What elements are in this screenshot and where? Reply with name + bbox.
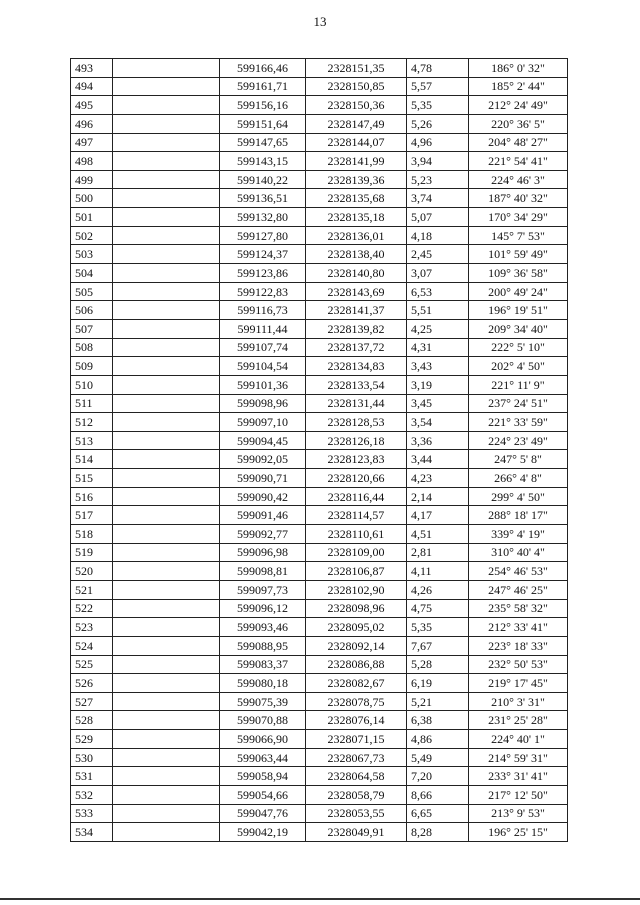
angle-cell: 186° 0' 32" bbox=[469, 59, 568, 78]
x-coordinate-cell: 599116,73 bbox=[220, 301, 306, 320]
blank-cell bbox=[113, 133, 220, 152]
y-coordinate-cell: 2328102,90 bbox=[306, 580, 407, 599]
x-coordinate-cell: 599097,10 bbox=[220, 413, 306, 432]
table-row bbox=[71, 487, 568, 506]
y-coordinate-cell: 2328135,68 bbox=[306, 189, 407, 208]
table-row bbox=[71, 264, 568, 283]
point-number-cell: 519 bbox=[71, 543, 113, 562]
length-cell: 6,19 bbox=[407, 674, 469, 693]
y-coordinate-cell: 2328147,49 bbox=[306, 114, 407, 133]
length-cell: 6,65 bbox=[407, 804, 469, 823]
table-row bbox=[71, 636, 568, 655]
angle-cell: 202° 4' 50" bbox=[469, 357, 568, 376]
table-row bbox=[71, 580, 568, 599]
y-coordinate-cell: 2328095,02 bbox=[306, 618, 407, 637]
angle-cell: 235° 58' 32" bbox=[469, 599, 568, 618]
blank-cell bbox=[113, 711, 220, 730]
angle-cell: 210° 3' 31" bbox=[469, 692, 568, 711]
table-row bbox=[71, 357, 568, 376]
length-cell: 4,78 bbox=[407, 59, 469, 78]
x-coordinate-cell: 599080,18 bbox=[220, 674, 306, 693]
length-cell: 5,35 bbox=[407, 618, 469, 637]
blank-cell bbox=[113, 748, 220, 767]
x-coordinate-cell: 599098,96 bbox=[220, 394, 306, 413]
table-row bbox=[71, 338, 568, 357]
angle-cell: 310° 40' 4" bbox=[469, 543, 568, 562]
angle-cell: 214° 59' 31" bbox=[469, 748, 568, 767]
point-number-cell: 520 bbox=[71, 562, 113, 581]
blank-cell bbox=[113, 394, 220, 413]
y-coordinate-cell: 2328114,57 bbox=[306, 506, 407, 525]
length-cell: 5,57 bbox=[407, 77, 469, 96]
y-coordinate-cell: 2328144,07 bbox=[306, 133, 407, 152]
table-row bbox=[71, 785, 568, 804]
angle-cell: 200° 49' 24" bbox=[469, 282, 568, 301]
blank-cell bbox=[113, 525, 220, 544]
angle-cell: 247° 5' 8" bbox=[469, 450, 568, 469]
blank-cell bbox=[113, 636, 220, 655]
point-number-cell: 515 bbox=[71, 469, 113, 488]
x-coordinate-cell: 599101,36 bbox=[220, 375, 306, 394]
x-coordinate-cell: 599136,51 bbox=[220, 189, 306, 208]
point-number-cell: 503 bbox=[71, 245, 113, 264]
point-number-cell: 511 bbox=[71, 394, 113, 413]
point-number-cell: 532 bbox=[71, 785, 113, 804]
length-cell: 5,35 bbox=[407, 96, 469, 115]
table-row bbox=[71, 674, 568, 693]
table-row bbox=[71, 77, 568, 96]
length-cell: 3,07 bbox=[407, 264, 469, 283]
blank-cell bbox=[113, 77, 220, 96]
blank-cell bbox=[113, 487, 220, 506]
point-number-cell: 514 bbox=[71, 450, 113, 469]
length-cell: 5,49 bbox=[407, 748, 469, 767]
point-number-cell: 507 bbox=[71, 319, 113, 338]
y-coordinate-cell: 2328126,18 bbox=[306, 431, 407, 450]
angle-cell: 221° 54' 41" bbox=[469, 152, 568, 171]
y-coordinate-cell: 2328049,91 bbox=[306, 823, 407, 842]
x-coordinate-cell: 599111,44 bbox=[220, 319, 306, 338]
x-coordinate-cell: 599097,73 bbox=[220, 580, 306, 599]
point-number-cell: 531 bbox=[71, 767, 113, 786]
blank-cell bbox=[113, 245, 220, 264]
x-coordinate-cell: 599083,37 bbox=[220, 655, 306, 674]
blank-cell bbox=[113, 413, 220, 432]
x-coordinate-cell: 599066,90 bbox=[220, 730, 306, 749]
table-row bbox=[71, 655, 568, 674]
length-cell: 5,21 bbox=[407, 692, 469, 711]
blank-cell bbox=[113, 674, 220, 693]
length-cell: 3,36 bbox=[407, 431, 469, 450]
table-row bbox=[71, 114, 568, 133]
y-coordinate-cell: 2328067,73 bbox=[306, 748, 407, 767]
length-cell: 7,20 bbox=[407, 767, 469, 786]
point-number-cell: 524 bbox=[71, 636, 113, 655]
length-cell: 4,86 bbox=[407, 730, 469, 749]
y-coordinate-cell: 2328086,88 bbox=[306, 655, 407, 674]
table-row bbox=[71, 319, 568, 338]
length-cell: 6,38 bbox=[407, 711, 469, 730]
blank-cell bbox=[113, 823, 220, 842]
x-coordinate-cell: 599161,71 bbox=[220, 77, 306, 96]
x-coordinate-cell: 599132,80 bbox=[220, 208, 306, 227]
y-coordinate-cell: 2328150,85 bbox=[306, 77, 407, 96]
table-row bbox=[71, 226, 568, 245]
coordinates-table bbox=[70, 58, 568, 842]
x-coordinate-cell: 599151,64 bbox=[220, 114, 306, 133]
x-coordinate-cell: 599096,98 bbox=[220, 543, 306, 562]
angle-cell: 223° 18' 33" bbox=[469, 636, 568, 655]
x-coordinate-cell: 599104,54 bbox=[220, 357, 306, 376]
x-coordinate-cell: 599075,39 bbox=[220, 692, 306, 711]
length-cell: 4,31 bbox=[407, 338, 469, 357]
angle-cell: 209° 34' 40" bbox=[469, 319, 568, 338]
x-coordinate-cell: 599070,88 bbox=[220, 711, 306, 730]
blank-cell bbox=[113, 785, 220, 804]
y-coordinate-cell: 2328064,58 bbox=[306, 767, 407, 786]
table-row bbox=[71, 96, 568, 115]
blank-cell bbox=[113, 301, 220, 320]
table-row bbox=[71, 59, 568, 78]
x-coordinate-cell: 599123,86 bbox=[220, 264, 306, 283]
y-coordinate-cell: 2328123,83 bbox=[306, 450, 407, 469]
table-row bbox=[71, 170, 568, 189]
length-cell: 4,25 bbox=[407, 319, 469, 338]
table-row bbox=[71, 133, 568, 152]
x-coordinate-cell: 599088,95 bbox=[220, 636, 306, 655]
blank-cell bbox=[113, 264, 220, 283]
x-coordinate-cell: 599092,05 bbox=[220, 450, 306, 469]
x-coordinate-cell: 599093,46 bbox=[220, 618, 306, 637]
y-coordinate-cell: 2328078,75 bbox=[306, 692, 407, 711]
table-row bbox=[71, 730, 568, 749]
x-coordinate-cell: 599047,76 bbox=[220, 804, 306, 823]
angle-cell: 237° 24' 51" bbox=[469, 394, 568, 413]
y-coordinate-cell: 2328133,54 bbox=[306, 375, 407, 394]
y-coordinate-cell: 2328136,01 bbox=[306, 226, 407, 245]
length-cell: 6,53 bbox=[407, 282, 469, 301]
x-coordinate-cell: 599166,46 bbox=[220, 59, 306, 78]
point-number-cell: 496 bbox=[71, 114, 113, 133]
y-coordinate-cell: 2328128,53 bbox=[306, 413, 407, 432]
point-number-cell: 497 bbox=[71, 133, 113, 152]
y-coordinate-cell: 2328071,15 bbox=[306, 730, 407, 749]
table-row bbox=[71, 506, 568, 525]
blank-cell bbox=[113, 618, 220, 637]
blank-cell bbox=[113, 431, 220, 450]
point-number-cell: 517 bbox=[71, 506, 113, 525]
table-row bbox=[71, 245, 568, 264]
point-number-cell: 516 bbox=[71, 487, 113, 506]
blank-cell bbox=[113, 580, 220, 599]
y-coordinate-cell: 2328141,99 bbox=[306, 152, 407, 171]
angle-cell: 224° 23' 49" bbox=[469, 431, 568, 450]
length-cell: 7,67 bbox=[407, 636, 469, 655]
length-cell: 2,14 bbox=[407, 487, 469, 506]
table-row bbox=[71, 282, 568, 301]
x-coordinate-cell: 599090,71 bbox=[220, 469, 306, 488]
blank-cell bbox=[113, 375, 220, 394]
table-row bbox=[71, 375, 568, 394]
y-coordinate-cell: 2328139,36 bbox=[306, 170, 407, 189]
point-number-cell: 522 bbox=[71, 599, 113, 618]
x-coordinate-cell: 599147,65 bbox=[220, 133, 306, 152]
y-coordinate-cell: 2328143,69 bbox=[306, 282, 407, 301]
length-cell: 5,51 bbox=[407, 301, 469, 320]
y-coordinate-cell: 2328140,80 bbox=[306, 264, 407, 283]
footer-divider bbox=[0, 898, 640, 900]
table-row bbox=[71, 450, 568, 469]
angle-cell: 219° 17' 45" bbox=[469, 674, 568, 693]
blank-cell bbox=[113, 599, 220, 618]
x-coordinate-cell: 599042,19 bbox=[220, 823, 306, 842]
y-coordinate-cell: 2328120,66 bbox=[306, 469, 407, 488]
angle-cell: 187° 40' 32" bbox=[469, 189, 568, 208]
angle-cell: 233° 31' 41" bbox=[469, 767, 568, 786]
x-coordinate-cell: 599140,22 bbox=[220, 170, 306, 189]
length-cell: 4,51 bbox=[407, 525, 469, 544]
y-coordinate-cell: 2328137,72 bbox=[306, 338, 407, 357]
angle-cell: 220° 36' 5" bbox=[469, 114, 568, 133]
point-number-cell: 504 bbox=[71, 264, 113, 283]
point-number-cell: 510 bbox=[71, 375, 113, 394]
angle-cell: 221° 33' 59" bbox=[469, 413, 568, 432]
point-number-cell: 508 bbox=[71, 338, 113, 357]
blank-cell bbox=[113, 357, 220, 376]
angle-cell: 254° 46' 53" bbox=[469, 562, 568, 581]
angle-cell: 170° 34' 29" bbox=[469, 208, 568, 227]
point-number-cell: 502 bbox=[71, 226, 113, 245]
point-number-cell: 518 bbox=[71, 525, 113, 544]
y-coordinate-cell: 2328134,83 bbox=[306, 357, 407, 376]
y-coordinate-cell: 2328098,96 bbox=[306, 599, 407, 618]
point-number-cell: 530 bbox=[71, 748, 113, 767]
point-number-cell: 512 bbox=[71, 413, 113, 432]
point-number-cell: 493 bbox=[71, 59, 113, 78]
table-row bbox=[71, 711, 568, 730]
blank-cell bbox=[113, 226, 220, 245]
y-coordinate-cell: 2328053,55 bbox=[306, 804, 407, 823]
blank-cell bbox=[113, 804, 220, 823]
angle-cell: 247° 46' 25" bbox=[469, 580, 568, 599]
point-number-cell: 534 bbox=[71, 823, 113, 842]
point-number-cell: 498 bbox=[71, 152, 113, 171]
x-coordinate-cell: 599094,45 bbox=[220, 431, 306, 450]
y-coordinate-cell: 2328139,82 bbox=[306, 319, 407, 338]
angle-cell: 196° 25' 15" bbox=[469, 823, 568, 842]
angle-cell: 217° 12' 50" bbox=[469, 785, 568, 804]
x-coordinate-cell: 599063,44 bbox=[220, 748, 306, 767]
table-row bbox=[71, 692, 568, 711]
point-number-cell: 506 bbox=[71, 301, 113, 320]
y-coordinate-cell: 2328138,40 bbox=[306, 245, 407, 264]
blank-cell bbox=[113, 189, 220, 208]
length-cell: 4,26 bbox=[407, 580, 469, 599]
blank-cell bbox=[113, 152, 220, 171]
length-cell: 5,28 bbox=[407, 655, 469, 674]
angle-cell: 109° 36' 58" bbox=[469, 264, 568, 283]
angle-cell: 266° 4' 8" bbox=[469, 469, 568, 488]
y-coordinate-cell: 2328151,35 bbox=[306, 59, 407, 78]
blank-cell bbox=[113, 282, 220, 301]
table-row bbox=[71, 208, 568, 227]
length-cell: 4,18 bbox=[407, 226, 469, 245]
point-number-cell: 528 bbox=[71, 711, 113, 730]
angle-cell: 232° 50' 53" bbox=[469, 655, 568, 674]
blank-cell bbox=[113, 469, 220, 488]
blank-cell bbox=[113, 319, 220, 338]
y-coordinate-cell: 2328082,67 bbox=[306, 674, 407, 693]
point-number-cell: 509 bbox=[71, 357, 113, 376]
length-cell: 4,75 bbox=[407, 599, 469, 618]
y-coordinate-cell: 2328141,37 bbox=[306, 301, 407, 320]
table-row bbox=[71, 301, 568, 320]
angle-cell: 212° 24' 49" bbox=[469, 96, 568, 115]
table-row bbox=[71, 618, 568, 637]
table-row bbox=[71, 413, 568, 432]
y-coordinate-cell: 2328076,14 bbox=[306, 711, 407, 730]
table-row bbox=[71, 394, 568, 413]
blank-cell bbox=[113, 543, 220, 562]
length-cell: 4,23 bbox=[407, 469, 469, 488]
point-number-cell: 505 bbox=[71, 282, 113, 301]
y-coordinate-cell: 2328109,00 bbox=[306, 543, 407, 562]
x-coordinate-cell: 599092,77 bbox=[220, 525, 306, 544]
angle-cell: 212° 33' 41" bbox=[469, 618, 568, 637]
table-row bbox=[71, 469, 568, 488]
x-coordinate-cell: 599090,42 bbox=[220, 487, 306, 506]
blank-cell bbox=[113, 655, 220, 674]
blank-cell bbox=[113, 730, 220, 749]
length-cell: 8,66 bbox=[407, 785, 469, 804]
point-number-cell: 494 bbox=[71, 77, 113, 96]
y-coordinate-cell: 2328116,44 bbox=[306, 487, 407, 506]
length-cell: 8,28 bbox=[407, 823, 469, 842]
blank-cell bbox=[113, 767, 220, 786]
x-coordinate-cell: 599096,12 bbox=[220, 599, 306, 618]
blank-cell bbox=[113, 562, 220, 581]
angle-cell: 224° 40' 1" bbox=[469, 730, 568, 749]
coordinates-table-body bbox=[71, 59, 568, 842]
y-coordinate-cell: 2328058,79 bbox=[306, 785, 407, 804]
point-number-cell: 521 bbox=[71, 580, 113, 599]
table-row bbox=[71, 543, 568, 562]
angle-cell: 185° 2' 44" bbox=[469, 77, 568, 96]
blank-cell bbox=[113, 59, 220, 78]
y-coordinate-cell: 2328110,61 bbox=[306, 525, 407, 544]
blank-cell bbox=[113, 506, 220, 525]
x-coordinate-cell: 599054,66 bbox=[220, 785, 306, 804]
y-coordinate-cell: 2328106,87 bbox=[306, 562, 407, 581]
length-cell: 3,94 bbox=[407, 152, 469, 171]
y-coordinate-cell: 2328150,36 bbox=[306, 96, 407, 115]
point-number-cell: 525 bbox=[71, 655, 113, 674]
table-row bbox=[71, 599, 568, 618]
angle-cell: 145° 7' 53" bbox=[469, 226, 568, 245]
length-cell: 4,17 bbox=[407, 506, 469, 525]
y-coordinate-cell: 2328135,18 bbox=[306, 208, 407, 227]
length-cell: 3,54 bbox=[407, 413, 469, 432]
blank-cell bbox=[113, 96, 220, 115]
x-coordinate-cell: 599058,94 bbox=[220, 767, 306, 786]
point-number-cell: 523 bbox=[71, 618, 113, 637]
blank-cell bbox=[113, 170, 220, 189]
point-number-cell: 495 bbox=[71, 96, 113, 115]
length-cell: 2,45 bbox=[407, 245, 469, 264]
length-cell: 4,96 bbox=[407, 133, 469, 152]
angle-cell: 204° 48' 27" bbox=[469, 133, 568, 152]
point-number-cell: 513 bbox=[71, 431, 113, 450]
table-row bbox=[71, 748, 568, 767]
length-cell: 5,07 bbox=[407, 208, 469, 227]
blank-cell bbox=[113, 208, 220, 227]
blank-cell bbox=[113, 114, 220, 133]
angle-cell: 222° 5' 10" bbox=[469, 338, 568, 357]
angle-cell: 221° 11' 9" bbox=[469, 375, 568, 394]
point-number-cell: 527 bbox=[71, 692, 113, 711]
angle-cell: 224° 46' 3" bbox=[469, 170, 568, 189]
blank-cell bbox=[113, 450, 220, 469]
length-cell: 3,44 bbox=[407, 450, 469, 469]
angle-cell: 288° 18' 17" bbox=[469, 506, 568, 525]
point-number-cell: 499 bbox=[71, 170, 113, 189]
length-cell: 5,26 bbox=[407, 114, 469, 133]
length-cell: 5,23 bbox=[407, 170, 469, 189]
table-row bbox=[71, 431, 568, 450]
length-cell: 3,43 bbox=[407, 357, 469, 376]
point-number-cell: 526 bbox=[71, 674, 113, 693]
y-coordinate-cell: 2328092,14 bbox=[306, 636, 407, 655]
angle-cell: 213° 9' 53" bbox=[469, 804, 568, 823]
angle-cell: 101° 59' 49" bbox=[469, 245, 568, 264]
table-row bbox=[71, 562, 568, 581]
blank-cell bbox=[113, 338, 220, 357]
page-number: 13 bbox=[313, 14, 327, 29]
x-coordinate-cell: 599143,15 bbox=[220, 152, 306, 171]
table-row bbox=[71, 525, 568, 544]
angle-cell: 196° 19' 51" bbox=[469, 301, 568, 320]
x-coordinate-cell: 599107,74 bbox=[220, 338, 306, 357]
point-number-cell: 500 bbox=[71, 189, 113, 208]
angle-cell: 299° 4' 50" bbox=[469, 487, 568, 506]
table-row bbox=[71, 804, 568, 823]
table-row bbox=[71, 152, 568, 171]
table-row bbox=[71, 767, 568, 786]
length-cell: 3,19 bbox=[407, 375, 469, 394]
point-number-cell: 529 bbox=[71, 730, 113, 749]
length-cell: 2,81 bbox=[407, 543, 469, 562]
x-coordinate-cell: 599156,16 bbox=[220, 96, 306, 115]
point-number-cell: 501 bbox=[71, 208, 113, 227]
x-coordinate-cell: 599098,81 bbox=[220, 562, 306, 581]
blank-cell bbox=[113, 692, 220, 711]
table-row bbox=[71, 823, 568, 842]
table-row bbox=[71, 189, 568, 208]
y-coordinate-cell: 2328131,44 bbox=[306, 394, 407, 413]
point-number-cell: 533 bbox=[71, 804, 113, 823]
angle-cell: 231° 25' 28" bbox=[469, 711, 568, 730]
x-coordinate-cell: 599124,37 bbox=[220, 245, 306, 264]
x-coordinate-cell: 599122,83 bbox=[220, 282, 306, 301]
length-cell: 3,74 bbox=[407, 189, 469, 208]
length-cell: 4,11 bbox=[407, 562, 469, 581]
x-coordinate-cell: 599127,80 bbox=[220, 226, 306, 245]
angle-cell: 339° 4' 19" bbox=[469, 525, 568, 544]
length-cell: 3,45 bbox=[407, 394, 469, 413]
x-coordinate-cell: 599091,46 bbox=[220, 506, 306, 525]
